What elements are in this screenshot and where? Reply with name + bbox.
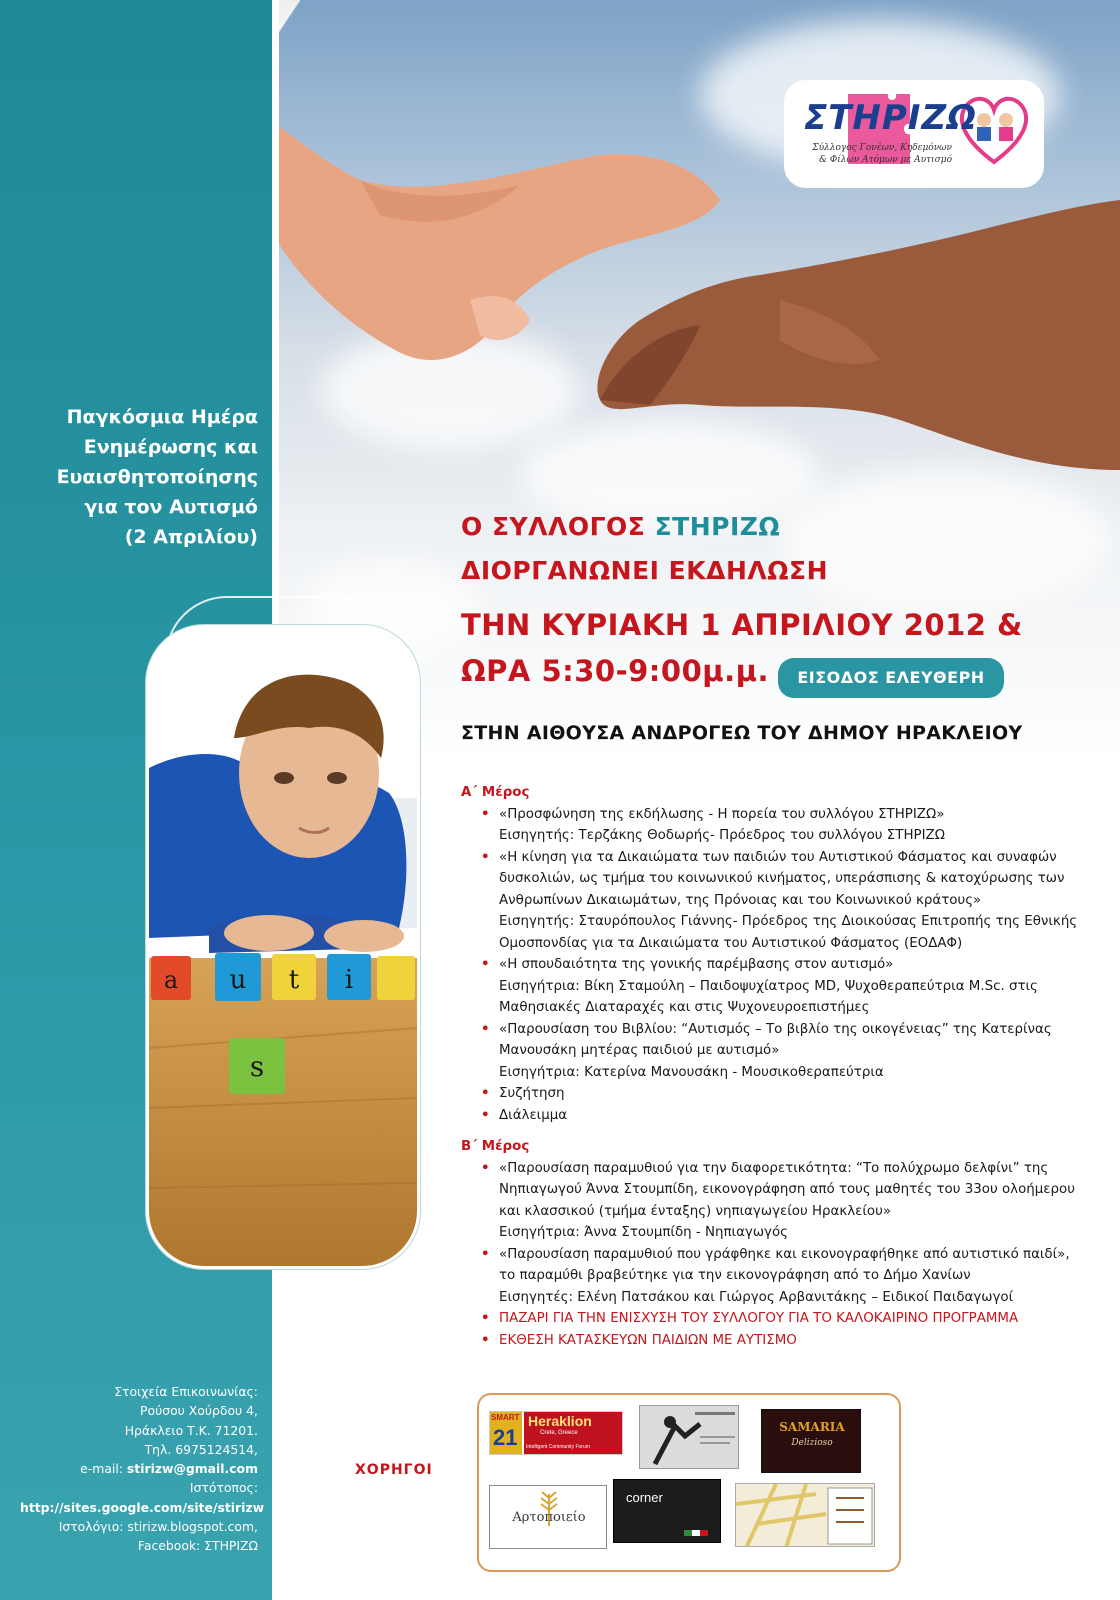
- block-letter: u: [229, 965, 247, 995]
- program-item: [461, 1019, 1091, 1084]
- contact-facebook[interactable]: Facebook: ΣΤΗΡΙΖΩ: [137, 1538, 258, 1554]
- boy-with-blocks-photo: [149, 628, 417, 1266]
- fitness-figure-icon: [640, 1406, 739, 1469]
- contact-phone: Τηλ. 6975124514,: [144, 1441, 258, 1457]
- program-item-line: • «Η σπουδαιότητα της γονικής παρέμβασης στον αυτισμό»: [499, 957, 894, 972]
- program-item-line: • «Παρουσίαση παραμυθιού που γράφθηκε και εικονογραφήθηκε από αυτιστικό παιδί»,: [499, 1246, 1070, 1262]
- sponsor-smart21-heraklion: [489, 1411, 623, 1455]
- part-b-title: Β΄ Μέρος: [461, 1139, 530, 1154]
- free-entry-badge: ΕΙΣΟΔΟΣ ΕΛΕΥΘΕΡΗ: [778, 658, 1004, 698]
- sponsor-fitness-card: [639, 1405, 739, 1469]
- program-item-line: Εισηγήτρια: Βίκη Σταμούλη – Παιδοψυχίατρος MD, Ψυχοθεραπεύτρια M.Sc. στις: [499, 978, 1038, 994]
- contact-info: [20, 1382, 265, 1556]
- program-item-line: Ανθρωπίνων Δικαιωμάτων, της Πρόνοιας και του Κοινωνικού κράτους»: [499, 892, 982, 908]
- sponsor-samaria: [761, 1409, 861, 1473]
- event-time: ΩΡΑ 5:30-9:00μ.μ.: [461, 654, 769, 688]
- sidebar-title-line: Ευαισθητοποίησης: [56, 466, 258, 488]
- contact-blog[interactable]: Ιστολόγιο: stirizw.blogspot.com,: [58, 1519, 258, 1535]
- program-item-line: Μαθησιακές Διαταραχές και στις Ψυχονευροεπιστήμες: [499, 1000, 870, 1015]
- logo-tagline: Σύλλογος Γονέων, Κηδεμόνων & Φίλων Ατόμων με Αυτισμό: [812, 143, 952, 165]
- program-item-highlight: [461, 1308, 1091, 1330]
- photo-frame: [146, 625, 420, 1269]
- sponsor-corner: [613, 1479, 721, 1543]
- program-item: [461, 847, 1091, 955]
- program-item-line: δυσκολιών, ως τμήμα του κοινωνικού κινήματος, υπεράσπισης & κατοχύρωσης των: [499, 871, 1065, 886]
- heading-prefix: Ο ΣΥΛΛΟΓΟΣ: [461, 512, 655, 541]
- program-item-line: Εισηγήτρια: Άννα Στουμπίδη - Νηπιαγωγός: [499, 1225, 789, 1240]
- program-item-line: και κλασσικού (τμήμα ένταξης) νηπιαγωγείου Ηρακλείου»: [499, 1203, 892, 1219]
- program-item: [461, 954, 1091, 1019]
- sponsors-label: ΧΟΡΗΓΟΙ: [355, 1462, 433, 1478]
- program-item-line: • «Η κίνηση για τα Δικαιώματα των παιδιών του Αυτιστικού Φάσματος και συναφών: [499, 849, 1057, 865]
- program-item: [461, 804, 1091, 847]
- contact-heading: Στοιχεία Επικοινωνίας:: [114, 1384, 258, 1399]
- contact-website-label: Ιστότοπος:: [189, 1480, 258, 1496]
- program-item-line: • Διάλειμμα: [499, 1107, 568, 1123]
- program-item: [461, 1244, 1091, 1309]
- sponsor-smart-number: 21: [493, 1425, 518, 1450]
- sponsor-heraklion-forum: Intelligent Community Forum: [526, 1444, 590, 1450]
- program-item-line: Ομοσπονδίας για τα Δικαιώματα του Αυτιστικού Φάσματος (ΕΟΔΑΦ): [499, 935, 963, 951]
- sidebar-title-line: (2 Απριλίου): [124, 526, 258, 548]
- program-item-highlight: [461, 1330, 1091, 1352]
- sponsor-corner-title: corner: [626, 1490, 663, 1505]
- contact-website-link[interactable]: http://sites.google.com/site/stirizw: [20, 1499, 265, 1515]
- sidebar-title-line: Ενημέρωσης και: [83, 436, 258, 458]
- contact-city: Ηράκλειο Τ.Κ. 71201.: [124, 1422, 258, 1438]
- sponsor-map-card: [735, 1483, 875, 1547]
- block-letter: i: [344, 965, 354, 995]
- program-item-line: • Συζήτηση: [499, 1086, 565, 1101]
- sponsor-heraklion-title: Heraklion: [528, 1413, 592, 1429]
- program-item-line: Εισηγητής: Σταυρόπουλος Γιάννης- Πρόεδρος της Διοικούσας Επιτροπής της Εθνικής: [499, 914, 1078, 929]
- block-letter: t: [288, 965, 300, 995]
- logo-name: ΣΤΗΡΙΖΩ: [804, 98, 977, 138]
- program-item-line: Μανουσάκη μητέρας παιδιού με αυτισμό»: [499, 1043, 780, 1058]
- program-item: [461, 1083, 1091, 1105]
- program-item-line: • «Προσφώνηση της εκδήλωσης - Η πορεία του συλλόγου ΣΤΗΡΙΖΩ»: [499, 806, 945, 822]
- sponsors-panel: [477, 1393, 901, 1572]
- contact-email-line: [20, 1459, 258, 1478]
- block-letter: s: [249, 1050, 265, 1083]
- sponsor-samaria-sub: Delizioso: [791, 1438, 833, 1448]
- program-item-line: το παραμύθι βραβεύτηκε για την εικονογράφηση από το Δήμο Χανίων: [499, 1268, 971, 1283]
- part-a-list: [461, 804, 1091, 1127]
- event-program: [461, 782, 1091, 1351]
- part-b-list: [461, 1158, 1091, 1352]
- contact-email-label: e-mail:: [80, 1461, 127, 1477]
- program-item-line: • ΕΚΘΕΣΗ ΚΑΤΑΣΚΕΥΩΝ ΠΑΙΔΙΩΝ ΜΕ ΑΥΤΙΣΜΟ: [499, 1332, 797, 1348]
- program-item-line: • ΠΑΖΑΡΙ ΓΙΑ ΤΗΝ ΕΝΙΣΧΥΣΗ ΤΟΥ ΣΥΛΛΟΓΟΥ ΓΙΑ ΤΟ ΚΑΛΟΚΑΙΡΙΝΟ ΠΡΟΓΡΑΜΜΑ: [499, 1311, 1019, 1326]
- sponsor-smart-label: SMART: [491, 1413, 520, 1422]
- part-a-title: Α΄ Μέρος: [461, 785, 530, 800]
- program-item: [461, 1105, 1091, 1127]
- association-name: ΣΤΗΡΙΖΩ: [654, 512, 781, 541]
- program-item-line: Εισηγητής: Τερζάκης Θοδωρής- Πρόεδρος του συλλόγου ΣΤΗΡΙΖΩ: [499, 828, 945, 843]
- venue-heading: ΣΤΗΝ ΑΙΘΟΥΣΑ ΑΝΔΡΟΓΕΩ ΤΟΥ ΔΗΜΟΥ ΗΡΑΚΛΕΙΟΥ: [461, 722, 1023, 744]
- sidebar-title-line: Παγκόσμια Ημέρα: [66, 406, 258, 428]
- sponsor-samaria-title: SAMARIA: [779, 1420, 845, 1434]
- sidebar-title: [20, 402, 258, 552]
- sponsor-bakery-title: Αρτοποιείο: [512, 1510, 586, 1525]
- event-date: ΤΗΝ ΚΥΡΙΑΚΗ 1 ΑΠΡΙΛΙΟΥ 2012 &: [461, 608, 1023, 642]
- contact-email-link[interactable]: stirizw@gmail.com: [126, 1461, 258, 1477]
- program-item: [461, 1158, 1091, 1244]
- sponsor-heraklion-sub: Crete, Greece: [540, 1430, 578, 1436]
- program-item-line: • «Παρουσίαση του Βιβλίου: “Αυτισμός – Το βιβλίο της οικογένειας” της Κατερίνας: [499, 1021, 1052, 1037]
- street-map-icon: [736, 1484, 875, 1547]
- program-item-line: Νηπιαγωγού Άννα Στουμπίδη, εικονογράφηση από τους μαθητές του 33ου ολοήμερου: [499, 1182, 1075, 1197]
- contact-address: Ρούσου Χούρδου 4,: [140, 1403, 258, 1419]
- event-organizer-heading: [461, 512, 780, 541]
- program-item-line: Εισηγήτρια: Κατερίνα Μανουσάκη - Μουσικοθεραπεύτρια: [499, 1064, 884, 1080]
- program-item-line: Εισηγητές: Ελένη Πατσάκου και Γιώργος Αρβανιτάκης – Ειδικοί Παιδαγωγοί: [499, 1289, 1014, 1305]
- association-logo: [784, 80, 1044, 188]
- block-letter: a: [163, 966, 179, 994]
- event-heading: ΔΙΟΡΓΑΝΩΝΕΙ ΕΚΔΗΛΩΣΗ: [461, 556, 829, 585]
- sponsor-bakery: [489, 1485, 607, 1549]
- sidebar-title-line: για τον Αυτισμό: [84, 496, 258, 518]
- program-item-line: • «Παρουσίαση παραμυθιού για την διαφορετικότητα: “Το πολύχρωμο δελφίνι” της: [499, 1160, 1049, 1176]
